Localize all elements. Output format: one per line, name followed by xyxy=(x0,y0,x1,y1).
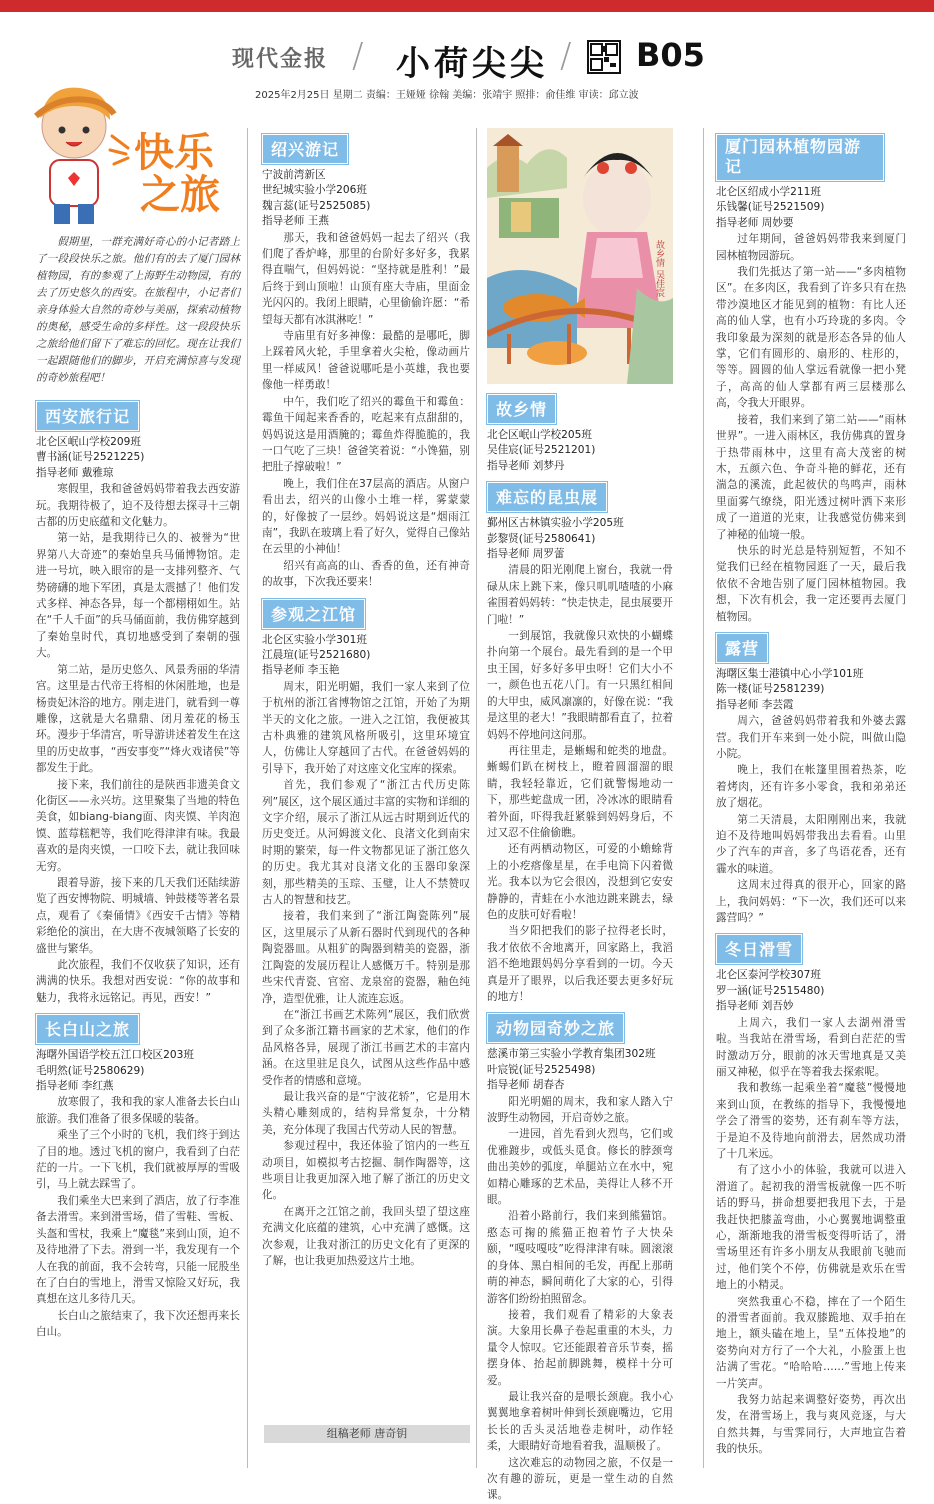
article-paragraph: 长白山之旅结束了，我下次还想再来长白山。 xyxy=(36,1309,240,1339)
article-paragraph: 此次旅程，我们不仅收获了知识，还有满满的快乐。我想对西安说：“你的故事和魅力，我将永远铭记。再见，西安！” xyxy=(36,959,240,1004)
article-teacher: 指导老师 周妙要 xyxy=(716,216,794,229)
article-teacher: 指导老师 戴雅琼 xyxy=(36,466,114,479)
article-school: 鄞州区古林镇实验小学205班 xyxy=(487,517,624,530)
article-paragraph: 周六，爸爸妈妈带着我和外婆去露营。我们开车来到一处小院，叫做山隐小院。 xyxy=(716,715,906,760)
article-school: 慈溪市第三实验小学教育集团302班 xyxy=(487,1048,656,1061)
page-code: B05 xyxy=(636,36,705,74)
article-title: 厦门园林植物园游记 xyxy=(716,134,884,181)
article-title: 故乡情 xyxy=(487,394,556,424)
article-school-2: 世纪城实验小学206班 xyxy=(262,184,367,197)
article-paragraph: 晚上，我们在帐篷里围着热茶，吃着烤肉，还有许多小零食，我和弟弟还放了烟花。 xyxy=(716,764,906,810)
article-paragraph: 在“浙江书画艺术陈列”展区，我们欣赏到了众多浙江籍书画家的艺术家，他们的作品风格各异，展现了浙江书画艺术的丰富内涵。在这里驻足良久，试图从这些作品中感受作者的情感和意境。 xyxy=(262,1008,470,1087)
article-author: 叶宸锐(证号2525498) xyxy=(487,1063,596,1076)
article-author: 曹书涵(证号2521225) xyxy=(36,451,145,464)
article-author: 毛明然(证号2580629) xyxy=(36,1064,145,1077)
article-paragraph: 清晨的阳光刚爬上窗台，我就一骨碌从床上跳下来，像只叽叽喳喳的小麻雀围着妈妈转：“快走快走，昆虫展要开门啦！” xyxy=(487,564,673,626)
article-teacher: 指导老师 李玉艳 xyxy=(262,664,340,677)
article-paragraph: 第二站，是历史悠久、风景秀丽的华清宫。这里是古代帝王将相的休闲胜地，也是杨贵妃沐浴的地方。刚走进门，就看到一尊雕像，这就是大名鼎鼎、闭月羞花的杨玉环。漫步于华清宫，听导游讲述着发生在这里的历史故事，“西安事变”“烽火戏诸侯”等都发生于此。 xyxy=(36,663,240,775)
intro-text: 假期里，一群充满好奇心的小记者踏上了一段段快乐之旅。他们有的去了厦门园林植物园，有的参观了上海野生动物园，有的去了历史悠久的西安。在旅程中，小记者们亲身体验大自然的奇妙与美丽，探索动植物的奥秘，感受生命的多样性。这一段段快乐之旅给他们留下了难忘的回忆。现在让我们一起跟随他们的脚步，开启充满惊喜与发现的奇妙旅程吧！ xyxy=(36,236,240,384)
article-paragraph: 寺庙里有好多神像：最酷的是哪吒，脚上踩着风火轮，手里拿着火尖枪，像动画片里一样威风！爸爸说哪吒是小英雄，我也要像他一样勇敢！ xyxy=(262,330,470,392)
article-teacher: 指导老师 周罗蕾 xyxy=(487,548,565,561)
article-paragraph: 中午，我们吃了绍兴的霉鱼干和霉鱼：霉鱼干闻起来香香的，吃起来有点甜甜的，妈妈说这是用酒腌的；霉鱼炸得脆脆的，我一口气吃了三块！爸爸笑着说：“小馋猫，别把肚子撑破啦！” xyxy=(262,395,470,474)
article-paragraph: 我和教练一起乘坐着“魔毯”慢慢地来到山顶，在教练的指导下，我慢慢地学会了滑雪的姿势，还有刹车等方法，于是迫不及待地向前滑去，居然成功滑了十几米远。 xyxy=(716,1082,906,1160)
article-author: 彭黎贤(证号2580641) xyxy=(487,532,596,545)
article-paragraph: 突然我重心不稳，摔在了一个陌生的滑雪者面前。我双膝跪地、双手拍在地上，额头磕在地上，呈“五体投地”的姿势向对方行了一个大礼，小脸蛋上也沾满了雪花。“哈哈哈……”雪地上传来一片笑声。 xyxy=(716,1295,906,1390)
svg-text:故乡情 吴佳宸: 故乡情 吴佳宸 xyxy=(654,240,664,297)
article-paragraph: 参观过程中，我还体验了馆内的一些互动项目，如模拟考古挖掘、制作陶器等，这些项目让我更加深入地了解了浙江的历史文化。 xyxy=(262,1140,470,1202)
article-teacher: 指导老师 李芸霞 xyxy=(716,698,794,711)
article-paragraph: 接下来，我们前往的是陕西非遗美食文化街区——永兴坊。这里聚集了当地的特色美食，如biang-biang面、肉夹馍、羊肉泡馍、蓝莓糕粑等，我们吃得津津有味。我最喜欢的是肉夹馍，一口咬下去，就让我回味无穷。 xyxy=(36,778,240,873)
article-paragraph: 一进园，首先看到火烈鸟，它们或优雅踱步，或低头觅食。修长的脖颈弯曲出美妙的弧度，单腿站立在水中，宛如精心雕琢的艺术品，美得让人移不开眼。 xyxy=(487,1128,673,1207)
article-paragraph: 当夕阳把我们的影子拉得老长时，我才依依不舍地离开，回家路上，我滔滔不绝地跟妈妈分享看到的一切。今天真是开了眼界，以后我还要去更多好玩的地方！ xyxy=(487,925,673,1003)
article-paragraph: 这次难忘的动物园之旅，不仅是一次有趣的游玩，更是一堂生动的自然课。 xyxy=(487,1456,673,1502)
article-paragraph: 再往里走，是蜥蜴和蛇类的地盘。蜥蜴们趴在树枝上，瞪着圆溜溜的眼睛，我轻轻靠近，它们就警惕地动一下，那些蛇盘成一团，冷冰冰的眼睛看着外面，吓得我赶紧躲到妈妈身后，不过又忍不住偷偷瞧。 xyxy=(487,744,673,839)
article-title: 露营 xyxy=(716,633,768,663)
sparkle-icon xyxy=(108,130,138,170)
article-paragraph: 接着，我们观看了精彩的大象表演。大象用长鼻子卷起重重的木头，力量令人惊叹。它还能跟着音乐节奏，摇摆身体、抬起前脚跳舞，模样十分可爱。 xyxy=(487,1308,673,1387)
article-paragraph: 那天，我和爸爸妈妈一起去了绍兴（我们爬了香炉峰，那里的台阶好多好多，我累得直喘气，但妈妈说：“坚持就是胜利！”最后终于到山顶啦！山顶有座大寺庙，里面金光闪闪的。我闭上眼睛，心里偷偷许愿：“希望每天都有冰淇淋吃！” xyxy=(262,231,470,326)
header-title-line1: 快乐 xyxy=(134,130,214,176)
article-paragraph: 一到展馆，我就像只欢快的小蝴蝶扑向第一个展台。最先看到的是一个甲虫王国，好多好多甲虫呀！它们大小不一，颜色也五花八门。有一只黑红相间的大甲虫，威风凛凛的，好像在说：“我是这里的老大！”我眼睛都看直了，拉着妈妈不停地问这问那。 xyxy=(487,630,673,741)
footer-editor: 组稿老师 唐奇钥 xyxy=(264,1425,470,1443)
article-paragraph: 乘坐了三个小时的飞机，我们终于到达了目的地。透过飞机的窗户，我看到了白茫茫的一片。一下飞机，我们就被厚厚的雪吸引，马上就去踩雪了。 xyxy=(36,1129,240,1191)
column-3 xyxy=(487,128,673,1504)
article-author: 吴佳宸(证号2521201) xyxy=(487,444,596,457)
article-title: 长白山之旅 xyxy=(36,1014,139,1044)
column-rule xyxy=(703,128,704,1468)
article-school: 北仑区岷山学校205班 xyxy=(487,429,592,441)
article-school: 北仑区实验小学301班 xyxy=(262,633,367,646)
column-1 xyxy=(36,234,240,1341)
article-teacher: 指导老师 刘梦丹 xyxy=(487,459,565,472)
top-red-bar xyxy=(0,0,934,12)
column-rule xyxy=(247,128,248,1468)
column-rule xyxy=(476,128,477,1468)
column-2 xyxy=(262,134,470,1269)
article-paragraph: 接着，我们来到了“浙江陶瓷陈列”展区，这里展示了从新石器时代到现代的各种陶瓷器皿。从粗犷的陶器到精美的瓷器，浙江陶瓷的发展历程让人感慨万千。特别是那些宋代青瓷、官窑、龙泉窑的瓷器，釉色纯净，造型优雅，让人流连忘返。 xyxy=(262,910,470,1005)
article-paragraph: 还有两栖动物区，可爱的小蟾蜍背上的小疙瘩像星星，在手电筒下闪着微光。我本以为它会很凶，没想到它安安静静的，青蛙在小水池边跳来跳去，绿色的皮肤可好看啦！ xyxy=(487,843,673,921)
article-paragraph: 有了这小小的体验，我就可以进入滑道了。起初我的滑雪板就像一匹不听话的野马，拼命想要把我甩下去，于是我赶快把膝盖弯曲，小心翼翼地调整重心，渐渐地我的滑雪板变得听话了，滑雪场里还有许多小朋友从我眼前飞驰而过，他们笑个不停，仿佛就是欢乐在雪地上的小精灵。 xyxy=(716,1164,906,1292)
article-paragraph: 放寒假了，我和我的家人准备去长白山旅游。我们准备了很多保暖的装备。 xyxy=(36,1096,240,1125)
article-paragraph: 接着，我们来到了第二站——“雨林世界”。一进入雨林区，我仿佛真的置身于热带雨林中，这里有高大茂密的树木，五颜六色、争奇斗艳的鲜花，还有湍急的溪流，此起彼伏的鸟鸣声，雨林里面雾气缭绕，阳光透过树叶洒下来形成了一道道的光束，让我感觉仿佛来到了神秘的仙境一般。 xyxy=(716,413,906,541)
painting-signature xyxy=(654,239,665,298)
hometown-painting xyxy=(487,128,673,384)
dateline: 2025年2月25日 星期二 责编：王娅娅 徐翰 美编：张靖宇 照排：俞佳维 审读：邱立波 xyxy=(255,90,639,101)
article-paragraph: 绍兴有高高的山、香香的鱼，还有神奇的故事，下次我还要来！ xyxy=(262,559,470,589)
article-paragraph: 跟着导游，接下来的几天我们还陆续游览了西安博物院、明城墙、钟鼓楼等著名景点，观看了《秦俑情》《西安千古情》等精彩绝伦的演出，在大唐不夜城领略了长安的盛世与繁华。 xyxy=(36,876,240,955)
article-paragraph: 寒假里，我和爸爸妈妈带着我去西安游玩。我期待极了，迫不及待想去探寻十三朝古都的历史底蕴和文化魅力。 xyxy=(36,483,240,529)
qr-code-icon xyxy=(587,40,621,74)
header-title-line2: 之旅 xyxy=(140,172,220,218)
article-paragraph: 我努力站起来调整好姿势，再次出发，在滑雪场上，我与爽风竞逐，与大自然共舞，与雪霁同行，大声地宣告着我的快乐。 xyxy=(716,1394,906,1456)
page-name: 小荷尖尖 xyxy=(396,44,548,84)
paper-name: 现代金报 xyxy=(232,47,329,72)
article-title: 冬日滑雪 xyxy=(716,934,802,964)
article-title: 难忘的昆虫展 xyxy=(487,482,607,512)
article-paragraph: 这周末过得真的很开心，回家的路上，我问妈妈：“下一次，我们还可以来露营吗？” xyxy=(716,879,906,925)
masthead xyxy=(0,16,934,84)
article-title: 西安旅行记 xyxy=(36,401,139,431)
column-4 xyxy=(716,134,906,1458)
article-paragraph: 第二天清晨，太阳刚刚出来，我就迫不及待地叫妈妈带我出去看看。山里少了汽车的声音，多了鸟语花香，还有霾水的味道。 xyxy=(716,813,906,875)
article-school: 海曙外国语学校五江口校区203班 xyxy=(36,1049,194,1062)
article-teacher: 指导老师 王燕 xyxy=(262,215,329,228)
article-author: 陈一楼(证号2581239) xyxy=(716,683,825,696)
article-author: 罗一涵(证号2515480) xyxy=(716,984,825,997)
article-teacher: 指导老师 李红燕 xyxy=(36,1080,114,1093)
article-paragraph: 上周六，我们一家人去湖州滑雪啦。当我站在滑雪场，看到白茫茫的雪时激动万分，眼前的冰天雪地真是又美丽又神秘，似乎在等着我去探索呢。 xyxy=(716,1016,906,1078)
article-title: 参观之江馆 xyxy=(262,599,365,629)
article-author: 江晨瑄(证号2521680) xyxy=(262,648,371,661)
article-paragraph: 阳光明媚的周末，我和家人踏入宁波野生动物园，开启奇妙之旅。 xyxy=(487,1095,673,1125)
article-paragraph: 沿着小路前行，我们来到熊猫馆。憨态可掬的熊猫正抱着竹子大快朵颐，“嘎吱嘎吱”吃得津津有味。圆滚滚的身体、黑白相间的毛发，再配上那萌萌的神态，瞬间萌化了大家的心，引得游客们纷纷拍照留念。 xyxy=(487,1210,673,1305)
article-school: 北仑区绍成小学211班 xyxy=(716,186,821,198)
article-school: 宁波前湾新区 xyxy=(262,169,326,181)
article-author: 乐钱馨(证号2521509) xyxy=(716,201,825,214)
article-author: 魏言蕊(证号2525085) xyxy=(262,199,371,212)
masthead-divider: / xyxy=(560,36,572,76)
article-paragraph: 第一站，是我期待已久的、被誉为“世界第八大奇迹”的秦始皇兵马俑博物馆。走进一号坑，映入眼帘的是一支排列整齐、气势磅礴的地下军团，真是太震撼了！他们发式多样、神态各异，每一个都栩栩如生。站在“千人千面”的兵马俑面前，我仿佛穿越到了秦始皇时代，真切地感受到了秦朝的强大。 xyxy=(36,532,240,660)
article-paragraph: 最让我兴奋的是喂长颈鹿。我小心翼翼地拿着树叶伸到长颈鹿嘴边，它用长长的舌头灵活地卷走树叶，动作轻柔，大眼睛好奇地看着我，温顺极了。 xyxy=(487,1390,673,1453)
article-teacher: 指导老师 胡春杏 xyxy=(487,1079,565,1092)
article-paragraph: 周末，阳光明媚，我们一家人来到了位于杭州的浙江省博物馆之江馆，开始了为期半天的文化之旅。一进入之江馆，我便被其古朴典雅的建筑风格所吸引，这里环境宜人，仿佛让人穿越回了古代。在爸爸妈妈的引导下，我开始了对这座文化宝库的探索。 xyxy=(262,680,470,775)
article-title: 绍兴游记 xyxy=(262,134,348,164)
article-paragraph: 首先，我们参观了“浙江古代历史陈列”展区，这个展区通过丰富的实物和详细的文字介绍，展示了浙江从远古时期到近代的历史变迁。从河姆渡文化、良渚文化到南宋时期的繁荣，每一件文物都见证了浙江悠久的历史。我尤其对良渚文化的玉器印象深刻，那些精美的玉琮、玉璧，让人不禁赞叹古人的智慧和技艺。 xyxy=(262,779,470,907)
article-paragraph: 晚上，我们住在37层高的酒店。从窗户看出去，绍兴的山像小土堆一样，雾蒙蒙的，好像披了一层纱。妈妈说这是“烟雨江南”，我趴在玻璃上看了好久，觉得自己像站在云里的小神仙！ xyxy=(262,477,470,556)
article-paragraph: 快乐的时光总是特别短暂，不知不觉我们已经在植物园逛了一天，最后我依依不舍地告别了厦门园林植物园。我想，下次有机会，我一定还要再去厦门植物园。 xyxy=(716,544,906,623)
article-school: 海曙区集士港镇中心小学101班 xyxy=(716,667,864,680)
article-paragraph: 最让我兴奋的是“宁波花轿”，它是用木头精心雕刻成的，结构异常复杂，十分精美，充分体现了我国古代劳动人民的智慧。 xyxy=(262,1090,470,1136)
article-teacher: 指导老师 刘吾妙 xyxy=(716,1000,794,1013)
article-title: 动物园奇妙之旅 xyxy=(487,1013,624,1043)
article-paragraph: 我们先抵达了第一站——“多肉植物区”。在多肉区，我看到了许多只有在热带沙漠地区才能见到的植物：有比人还高的仙人掌，也有小巧玲珑的多肉。令我印象最为深刻的就是形态各异的仙人掌，它们有圆形的、扇形的、柱形的，等等。圆圆的仙人掌远看就像一把小凳子，高高的仙人掌都有两三层楼那么高，令我大开眼界。 xyxy=(716,266,906,410)
article-paragraph: 在离开之江馆之前，我回头望了望这座充满文化底蕴的建筑，心中充满了感慨。这次参观，让我对浙江的历史文化有了更深的了解，也让我更加热爱这片土地。 xyxy=(262,1205,470,1267)
article-paragraph: 过年期间，爸爸妈妈带我来到厦门园林植物园游玩。 xyxy=(716,233,906,262)
article-school: 北仑区泰河学校307班 xyxy=(716,969,821,982)
article-paragraph: 我们乘坐大巴来到了酒店，放了行李准备去滑雪。来到滑雪场，借了雪鞋、雪板、头盔和雪杖，我乘上“魔毯”来到山顶，迫不及待地滑了下去。滑到一半，我发现有一个人在我的前面，我不会转弯，只能一屁股坐在了白白的雪地上，滑雪又惊险又好玩，我真想在这儿多待几天。 xyxy=(36,1194,240,1306)
article-school: 北仑区岷山学校209班 xyxy=(36,436,141,448)
masthead-divider: / xyxy=(352,36,364,76)
header-title xyxy=(134,132,220,216)
